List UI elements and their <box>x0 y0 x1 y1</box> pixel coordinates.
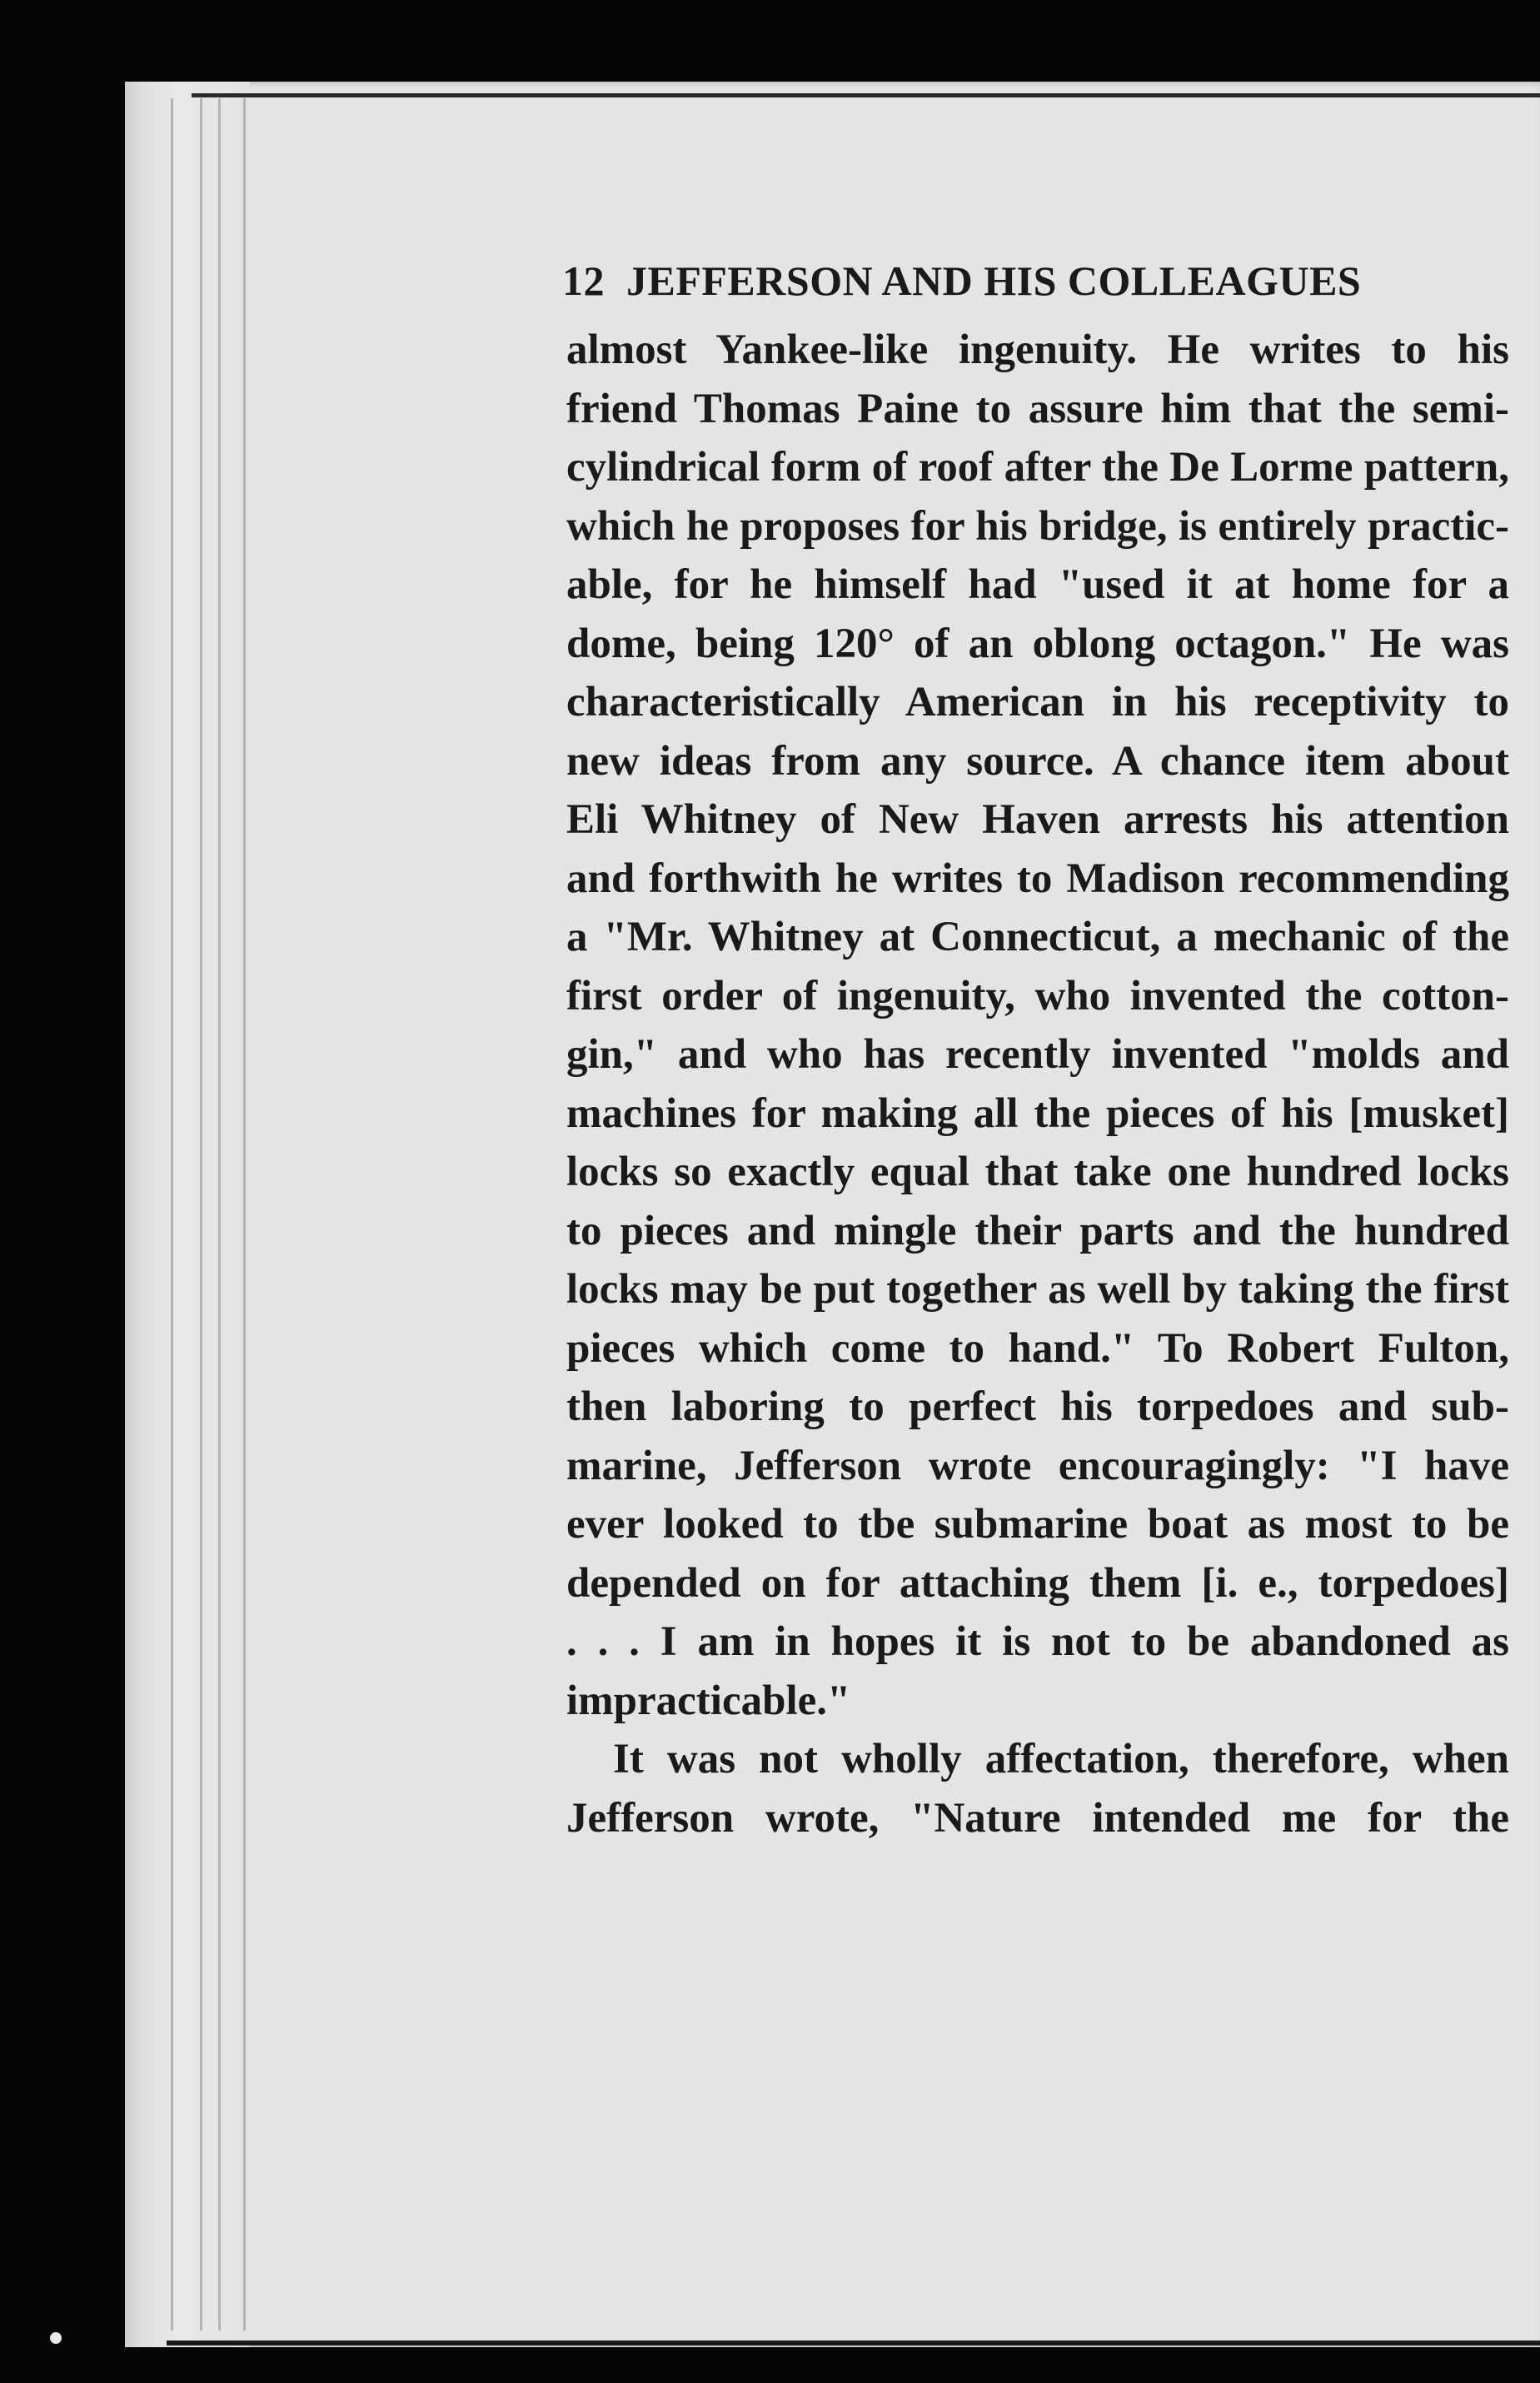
text-line: dome, being 120° of an oblong octagon." He was <box>566 620 1509 667</box>
top-border-rule <box>192 93 1540 97</box>
text-line: impracticable." <box>566 1677 851 1724</box>
text-line: new ideas from any source. A chance item about <box>566 737 1509 785</box>
page-edge-line <box>218 98 221 2331</box>
text-line: able, for he himself had "used it at home for a <box>566 561 1509 608</box>
text-line: a "Mr. Whitney at Connecticut, a mechanic of the <box>566 914 1509 960</box>
text-line: then laboring to perfect his torpedoes and sub- <box>566 1383 1509 1430</box>
text-line: friend Thomas Paine to assure him that the semi- <box>566 385 1509 432</box>
page-gutter-edge <box>125 82 250 2347</box>
text-line: almost Yankee-like ingenuity. He writes to his <box>566 327 1509 373</box>
text-line: which he proposes for his bridge, is entirely practic- <box>566 502 1509 550</box>
text-line: depended on for attaching them [i. e., torpedoes] <box>566 1559 1509 1607</box>
text-line: Eli Whitney of New Haven arrests his attention <box>566 796 1509 843</box>
running-header <box>562 257 1512 305</box>
page-edge-line <box>171 98 173 2331</box>
scan-speck <box>50 2332 62 2344</box>
text-line: characteristically American in his receptivity to <box>566 679 1509 725</box>
text-line: locks so exactly equal that take one hundred locks <box>566 1149 1509 1195</box>
text-line: pieces which come to hand." To Robert Fulton, <box>566 1324 1509 1372</box>
text-line: machines for making all the pieces of his [musket] <box>566 1089 1509 1137</box>
text-line: cylindrical form of roof after the De Lorme pattern, <box>566 444 1509 491</box>
text-line: Jefferson wrote, "Nature intended me for the <box>566 1794 1509 1842</box>
running-title: JEFFERSON AND HIS COLLEAGUES <box>626 257 1362 304</box>
body-text <box>566 321 1509 1847</box>
text-line: to pieces and mingle their parts and the hundred <box>566 1207 1509 1254</box>
bottom-border-rule <box>167 2341 1540 2346</box>
text-line: gin," and who has recently invented "molds and <box>566 1031 1509 1078</box>
page-edge-line <box>243 98 246 2331</box>
text-line: ever looked to tbe submarine boat as most to be <box>566 1501 1509 1548</box>
text-line: . . . I am in hopes it is not to be abandoned as <box>566 1618 1509 1665</box>
page-number: 12 <box>562 257 605 304</box>
text-line: locks may be put together as well by taking the first <box>566 1266 1509 1313</box>
text-line: and forthwith he writes to Madison recommending <box>566 855 1509 902</box>
text-line: first order of ingenuity, who invented the cotton- <box>566 972 1509 1020</box>
page-edge-line <box>200 98 202 2331</box>
text-line: marine, Jefferson wrote encouragingly: "I have <box>566 1442 1509 1489</box>
text-line: It was not wholly affectation, therefore, when <box>613 1736 1509 1782</box>
